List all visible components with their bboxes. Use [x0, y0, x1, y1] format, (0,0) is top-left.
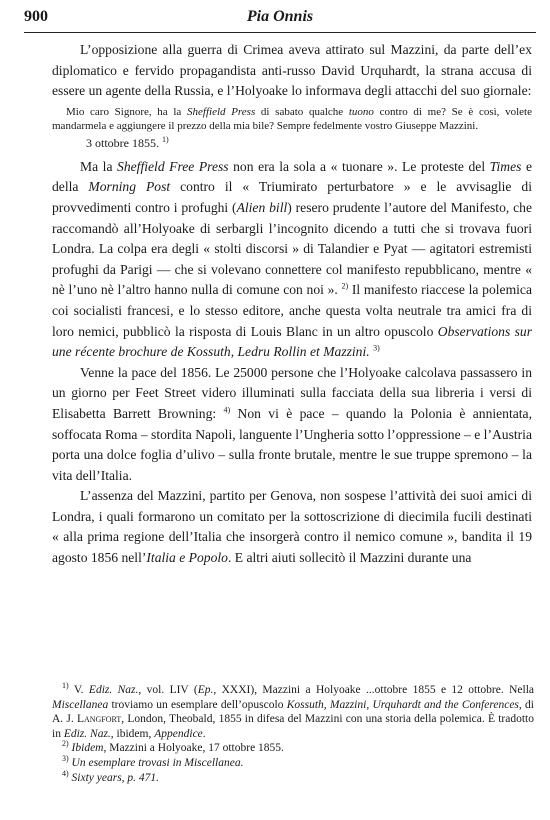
newspaper-title: Italia e Popolo [146, 550, 228, 566]
footnote-4: $^{4)}$ Sixty years, p. 471. [62, 768, 160, 784]
newspaper-title: Times [489, 158, 522, 174]
paragraph-crimea: L’opposizione alla guerra di Crimea aveva attirato sul Mazzini, da parte dell’ex diplomatico e fervido propagandista anti-russo David Urquhardt, la strana accusa di essere un agente della Russia, e l’Holyoake lo informava degli attacchi del suo giornale: [52, 42, 532, 99]
footnotes [52, 683, 534, 785]
paragraph-sheffield: Ma la Sheffield Free Press non era la sola a « tuonare ». Le proteste del Times e della Morning Post contro il « Triumirato perturbatore » e le avvisaglie di provvedimenti contro i profughi (Alien bill) resero prudente l’autore del Manifesto, che raccomandò all’Holyoake di serbargli l’incognito dicendo a tutti che si trovava fuori Londra. La colpa era degli « stolti discorsi » di Talandier e Pyat — agitatori estremisti profughi da Parigi — che si volevano connettere col manifesto repubblicano, mentre « nè l’uno nè l’altro hanno nulla di comune con noi ». $^{2)}$ Il manifesto riaccese la polemica coi socialisti francesi, e lo stesso editore, anche questa volta neutrale tra amici fra di loro nemici, pubblicò la risposta di Louis Blanc in un altro opuscolo Observations sur une récente brochure de Kossuth, Ledru Rollin et Mazzini. $^{3)}$ [52, 158, 532, 360]
main-text [52, 40, 532, 569]
letter-date: 3 ottobre 1855. $^{1)}$ [86, 134, 169, 150]
newspaper-title: Morning Post [88, 179, 171, 195]
journal-title: Sheffield Press [187, 105, 256, 118]
footnote-ref: 3) [373, 343, 380, 353]
footnote-ref: 1) [162, 134, 169, 144]
footnote-2: $^{2)}$ Ibidem, Mazzini a Holyoake, 17 ottobre 1855. [62, 739, 284, 755]
bill-title: Alien bill [236, 199, 288, 215]
page-number: 900 [24, 8, 48, 25]
footnote-ref: 2) [341, 281, 349, 291]
footnote-ref: 4) [223, 405, 231, 415]
letter-quote: Mio caro Signore, ha la Sheffield Press di sabato qualche tuono contro di me? Se è così, volete mandarmela e aggiungere il prezzo della mia bile? Sempre fedelmente vostro Giuseppe Mazzini. [52, 105, 532, 133]
newspaper-title: Sheffield Free Press [117, 158, 229, 174]
paragraph-peace: Venne la pace del 1856. Le 25000 persone che l’Holyoake calcolava passassero in un giorno per Feet Street videro illuminati sulla facciata della sua libreria i versi di Elisabetta Barrett Browning: $^{4)}$ Non vi è pace – quando la Polonia è annientata, soffocata Roma – stordita Napoli, languente l’Ungheria sotto l’oppressione – e l’Austria porta una dolce foglia d’ulivo – sulla fronte brutale, mentre le sue truppe spremono – la vita dell’Italia. [52, 364, 532, 483]
running-title: Pia Onnis [246, 8, 314, 25]
emphasized-word: tuono [348, 105, 374, 118]
header-rule [24, 32, 536, 33]
footnote-1: $^{1)}$ V. Ediz. Naz., vol. LIV (Ep., XXXI), Mazzini a Holyoake ...ottobre 1855 e 12 ottobre. Nella Miscellanea troviamo un esemplare dell’opuscolo Kossuth, Mazzini, Urquhardt and the Conferences, di A. J. Langfort, London, Theobald, 1855 in difesa del Mazzini con una storia della polemica. È tradotto in Ediz. Naz., ibidem, Appendice. [52, 681, 535, 740]
page-header [24, 8, 536, 30]
footnote-3: $^{3)}$ Un esemplare trovasi in Miscellanea. [62, 754, 244, 769]
pamphlet-title: Observations sur une récente brochure de Kossuth, Ledru Rollin et Mazzini. [52, 323, 532, 360]
paragraph-genova: L’assenza del Mazzini, partito per Genova, non sospese l’attività dei suoi amici di Londra, i quali formarono un comitato per la sottoscrizione di diecimila fucili destinati « alla prima regione dell’Italia che insorgerà contro il nemico comune », bandita il 19 agosto 1856 nell’Italia e Popolo. E altri aiuti sollecitò il Mazzini durante una [52, 488, 532, 566]
